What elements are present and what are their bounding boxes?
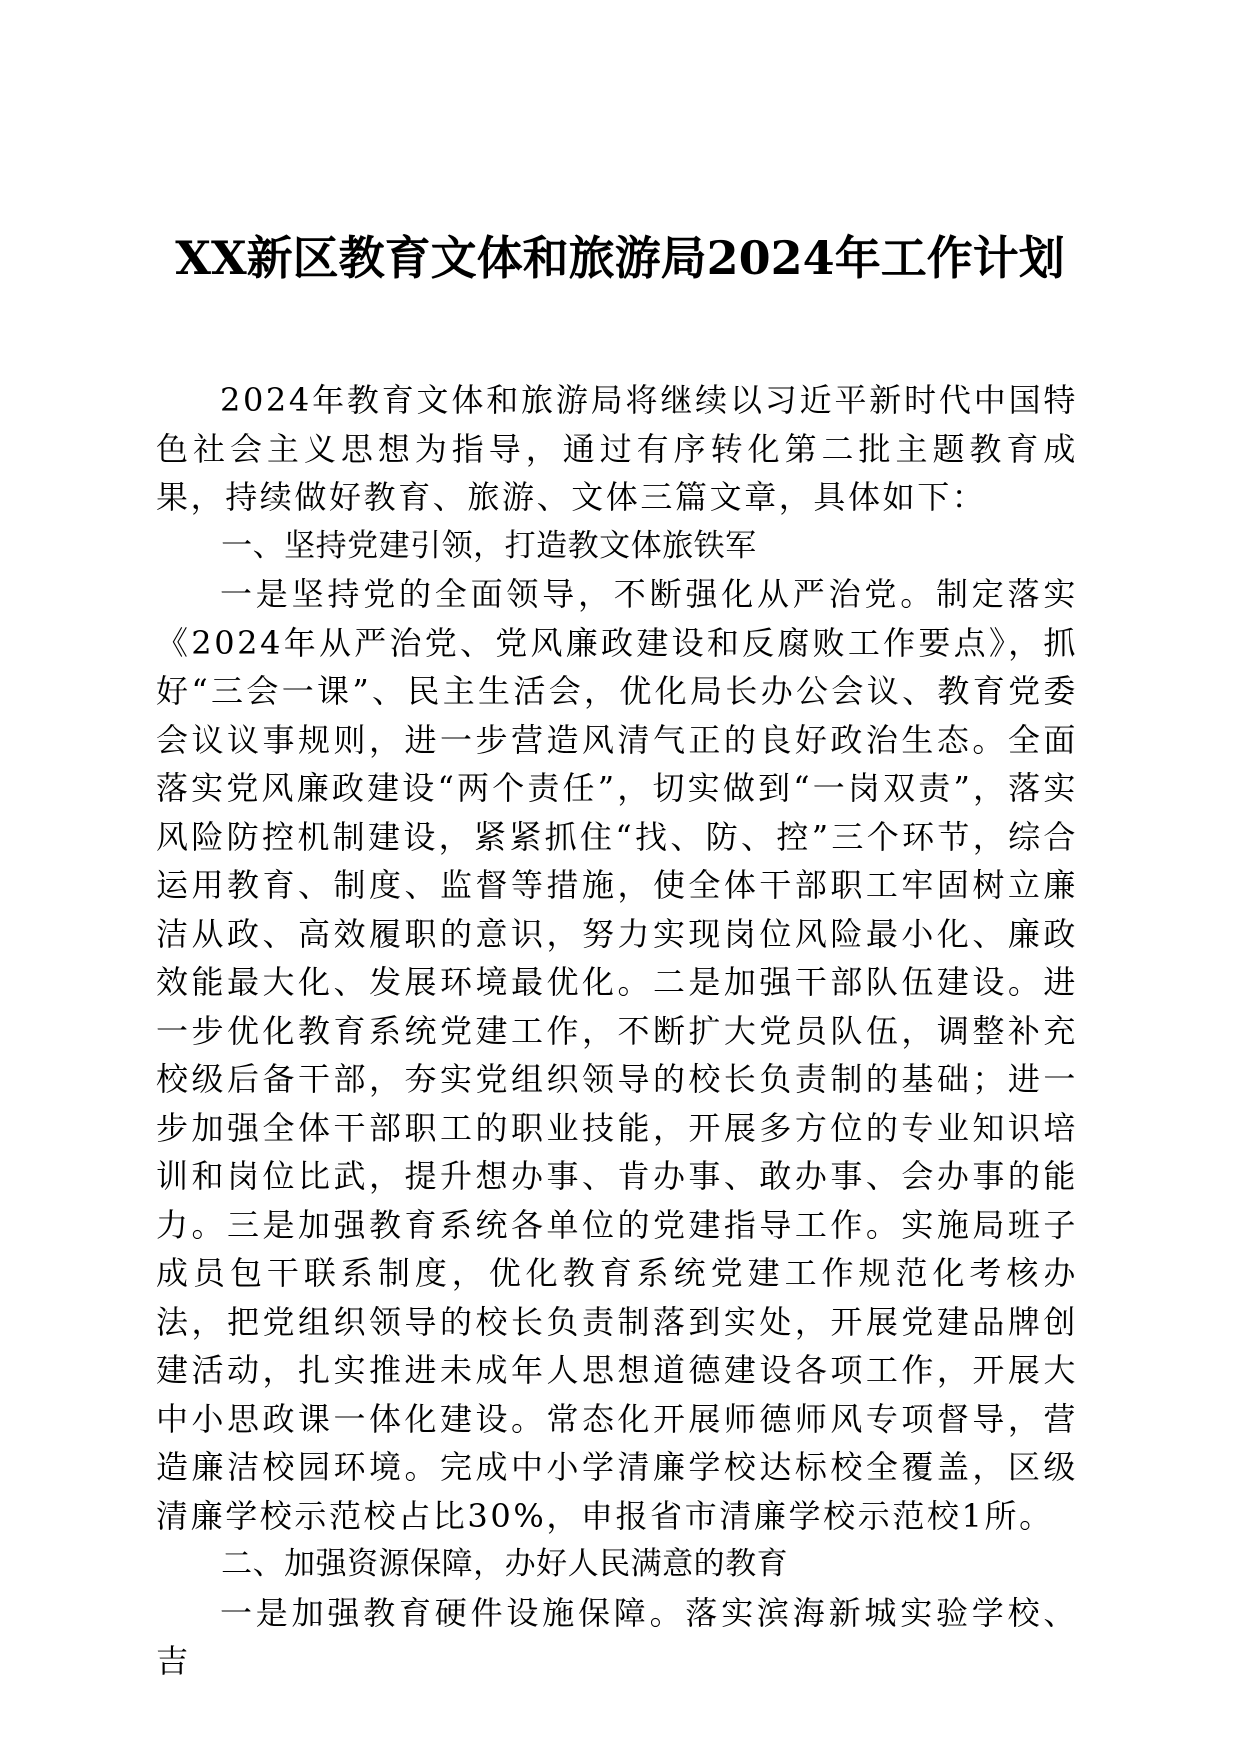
section-heading-1: 一、坚持党建引领，打造教文体旅铁军 [221, 527, 757, 564]
section-paragraph-1: 一是坚持党的全面领导，不断强化从严治党。制定落实《2024年从严治党、党风廉政建设和反腐败工作要点》，抓好“三会一课”、民主生活会，优化局长办公会议、教育党委会议议事规则，进一步营造风清气正的良好政治生态。全面落实党风廉政建设“两个责任”，切实做到“一岗双责”，落实风险防控机制建设，紧紧抓住“找、防、控”三个环节，综合运用教育、制度、监督等措施，使全体干部职工牢固树立廉洁从政、高效履职的意识，努力实现岗位风险最小化、廉政效能最大化、发展环境最优化。二是加强干部队伍建设。进一步优化教育系统党建工作，不断扩大党员队伍，调整补充校级后备干部，夯实党组织领导的校长负责制的基础；进一步加强全体干部职工的职业技能，开展多方位的专业知识培训和岗位比武，提升想办事、肯办事、敢办事、会办事的能力。三是加强教育系统各单位的党建指导工作。实施局班子成员包干联系制度，优化教育系统党建工作规范化考核办法，把党组织领导的校长负责制落到实处，开展党建品牌创建活动，扎实推进未成年人思想道德建设各项工作，开展大中小思政课一体化建设。常态化开展师德师风专项督导，营造廉洁校园环境。完成中小学清廉学校达标校全覆盖，区级清廉学校示范校占比30%，申报省市清廉学校示范校1所。 [156, 575, 1078, 1535]
document-title: XX新区教育文体和旅游局2024年工作计划 [175, 231, 1065, 285]
section-heading-2: 二、加强资源保障，办好人民满意的教育 [221, 1546, 789, 1582]
intro-paragraph: 2024年教育文体和旅游局将继续以习近平新时代中国特色社会主义思想为指导，通过有序转化第二批主题教育成果，持续做好教育、旅游、文体三篇文章，具体如下： [156, 381, 1078, 516]
document-body [156, 376, 1078, 1686]
section-paragraph-2: 一是加强教育硬件设施保障。落实滨海新城实验学校、吉 [156, 1593, 1078, 1680]
